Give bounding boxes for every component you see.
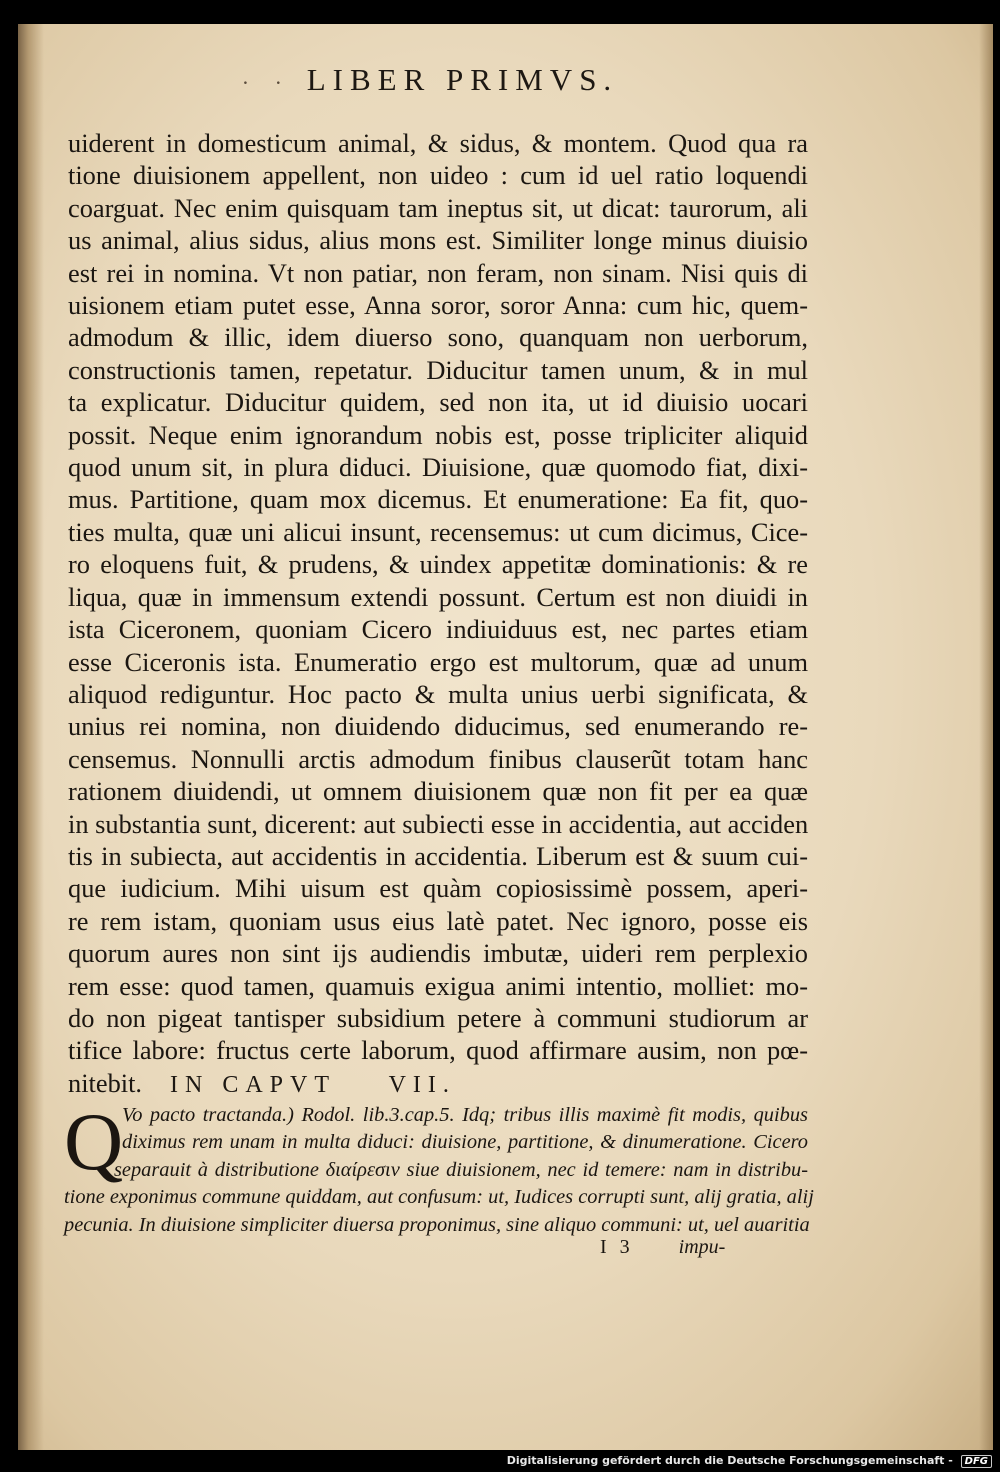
chapter-heading-label: IN CAPVT [170, 1072, 336, 1098]
note-line: tione exponimus commune quiddam, aut confusum: ut, Iudices corrupti sunt, alij gratia, alij [64, 1186, 814, 1209]
text-line: que iudicium. Mihi uisum est quàm copiosissimè possem, aperi- [68, 873, 808, 904]
note-line: diximus rem unam in multa diduci: diuisione, partitione, & dinumeratione. Cicero [122, 1131, 808, 1154]
text-line: coarguat. Nec enim quisquam tam ineptus sit, ut dicat: taurorum, ali [68, 192, 808, 223]
text-line: possit. Neque enim ignorandum nobis est, posse tripliciter aliquid [68, 419, 808, 450]
text-line: tifice labore: fructus certe laborum, quod affirmare ausim, non pœ- [68, 1035, 808, 1066]
text-line: constructionis tamen, repetatur. Diducitur tamen unum, & in mul [68, 354, 808, 385]
text-line: ista Ciceronem, quoniam Cicero indiuiduus est, nec partes etiam [68, 614, 808, 645]
text-line: do non pigeat tantisper subsidium petere à communi studiorum ar [68, 1002, 808, 1033]
commentary-note [64, 1096, 814, 1239]
catchword: impu- [678, 1236, 726, 1258]
text-line: admodum & illic, idem diuerso sono, quanquam non uerborum, [68, 322, 808, 353]
text-line: unius rei nomina, non diuidendo diducimus, sed enumerando re- [68, 711, 808, 742]
main-text-block [68, 127, 808, 1099]
text-line: est rei in nomina. Vt non patiar, non feram, non sinam. Nisi quis di [68, 257, 808, 288]
text-line: nitebit. [68, 1067, 143, 1098]
note-line: separauit à distributione διαίρεσιν siue diuisionem, nec id temere: nam in distribu- [114, 1158, 808, 1181]
text-line: uiderent in domesticum animal, & sidus, & montem. Quod qua ra [68, 128, 808, 158]
text-line: censemus. Nonnulli arctis admodum finibus clauserũt totam hanc [68, 743, 808, 774]
text-line: re rem istam, quoniam usus eius latè patet. Nec ignoro, posse eis [68, 905, 808, 936]
credit-text: Digitalisierung gefördert durch die Deutsche Forschungsgemeinschaft - [506, 1454, 953, 1467]
text-line-underlined: esse Ciceronis ista. Enumeratio ergo est multorum, quæ ad unum [68, 646, 808, 677]
page-edge-shadow [979, 24, 993, 1450]
text-line: liqua, quæ in immensum extendi possunt. Certum est non diuidi in [68, 581, 808, 612]
note-line: pecunia. In diuisione simpliciter diuersa proponimus, sine aliquo communi: ut, uel auaritia [64, 1213, 810, 1236]
chapter-heading [170, 1072, 670, 1099]
text-line-underlined: quod unum sit, in plura diduci. Diuisione, quæ quomodo fiat, dixi- [68, 452, 808, 483]
text-line-underlined: aliquod rediguntur. Hoc pacto & multa unius uerbi significata, & [68, 678, 808, 709]
digitization-credit [507, 1454, 992, 1468]
text-line: rem esse: quod tamen, quamuis exigua animi intentio, molliet: mo- [68, 970, 808, 1001]
page-gutter-shadow [18, 24, 44, 1450]
text-line: ta explicatur. Diducitur quidem, sed non ita, ut id diuisio uocari [68, 387, 808, 418]
text-line: tis in subiecta, aut accidentis in accidentia. Liberum est & suum cui- [68, 840, 808, 871]
drop-capital: Q [64, 1096, 124, 1187]
text-line: rationem diuidendi, ut omnem diuisionem quæ non fit per ea quæ [68, 776, 808, 807]
text-line: ro eloquens fuit, & prudens, & uindex appetitæ dominationis: & re [68, 549, 808, 580]
text-line: ties multa, quæ uni alicui insunt, recensemus: ut cum dicimus, Cice- [68, 516, 808, 547]
dfg-logo-icon: DFG [961, 1455, 992, 1468]
text-line: us animal, alius sidus, alius mons est. Similiter longe minus diuisio [68, 225, 808, 256]
signature-line [600, 1236, 800, 1259]
signature-mark: I 3 [600, 1236, 634, 1258]
text-line: uisionem etiam putet esse, Anna soror, soror Anna: cum hic, quem- [68, 290, 808, 321]
chapter-heading-number: VII. [388, 1072, 456, 1098]
text-line: in substantia sunt, dicerent: aut subiecti esse in accidentia, aut acciden [68, 808, 809, 839]
running-head-ornament: · · [241, 70, 292, 95]
text-line: tione diuisionem appellent, non uideo : cum id uel ratio loquendi [68, 160, 808, 191]
note-line: Vo pacto tractanda.) Rodol. lib.3.cap.5. Idq; tribus illis maximè fit modis, quibus [122, 1104, 808, 1126]
running-head [150, 62, 710, 98]
running-head-title: LIBER PRIMVS. [306, 62, 619, 97]
text-line-underlined: mus. Partitione, quam mox dicemus. Et enumeratione: Ea fit, quo- [68, 484, 808, 515]
text-line: quorum aures non sint ijs audiendis imbutæ, uideri rem perplexio [68, 938, 808, 969]
